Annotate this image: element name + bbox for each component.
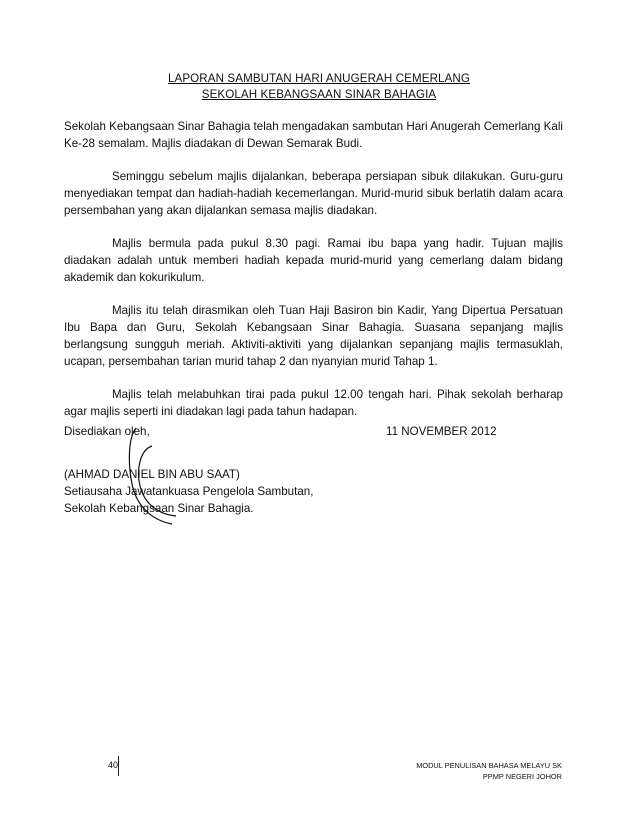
- report-body: [64, 118, 563, 436]
- paragraph-preparation: Seminggu sebelum majlis dijalankan, beberapa persiapan sibuk dilakukan. Guru-guru menyediakan tempat dan hadiah-hadiah kecemerlangan. Murid-murid sibuk berlatih dalam acara persembahan yang akan dijalankan semasa majlis diadakan.: [64, 170, 563, 217]
- paragraph-closing: Majlis telah melabuhkan tirai pada pukul 12.00 tengah hari. Pihak sekolah berharap agar majlis seperti ini diadakan lagi pada tahun hadapan.: [64, 388, 563, 418]
- report-title: LAPORAN SAMBUTAN HARI ANUGERAH CEMERLANG: [167, 72, 471, 85]
- page-number: 40: [108, 760, 119, 770]
- school-title: SEKOLAH KEBANGSAAN SINAR BAHAGIA: [201, 88, 437, 101]
- report-date: 11 NOVEMBER 2012: [386, 425, 497, 438]
- paragraph-intro: Sekolah Kebangsaan Sinar Bahagia telah mengadakan sambutan Hari Anugerah Cemerlang Kali Ke-28 semalam. Majlis diadakan di Dewan Semarak Budi.: [64, 120, 563, 150]
- prepared-by-label: Disediakan oleh,: [64, 425, 150, 438]
- signatory-position: Setiausaha Jawatankuasa Pengelola Sambutan,: [64, 485, 314, 498]
- footer-module-line2: PPMP NEGERI JOHOR: [482, 772, 562, 781]
- signatory-school: Sekolah Kebangsaan Sinar Bahagia.: [64, 502, 254, 515]
- footer-module-line1: MODUL PENULISAN BAHASA MELAYU SK: [416, 761, 562, 770]
- paragraph-start: Majlis bermula pada pukul 8.30 pagi. Ramai ibu bapa yang hadir. Tujuan majlis diadakan adalah untuk memberi hadiah kepada murid-murid yang cemerlang dalam bidang akademik dan kokurikulum.: [64, 237, 563, 284]
- footer-divider: [118, 756, 119, 776]
- footer-module: [416, 760, 562, 782]
- signatory-name: (AHMAD DANIEL BIN ABU SAAT): [64, 468, 240, 481]
- paragraph-opening: Majlis itu telah dirasmikan oleh Tuan Haji Basiron bin Kadir, Yang Dipertua Persatuan Ibu Bapa dan Guru, Sekolah Kebangsaan Sinar Bahagia. Suasana sepanjang majlis berlangsung sungguh meriah. Aktiviti-aktiviti yang dijalankan sepanjang majlis termasuklah, ucapan, persembahan tarian murid tahap 2 dan nyanyian murid Tahap 1.: [64, 304, 563, 368]
